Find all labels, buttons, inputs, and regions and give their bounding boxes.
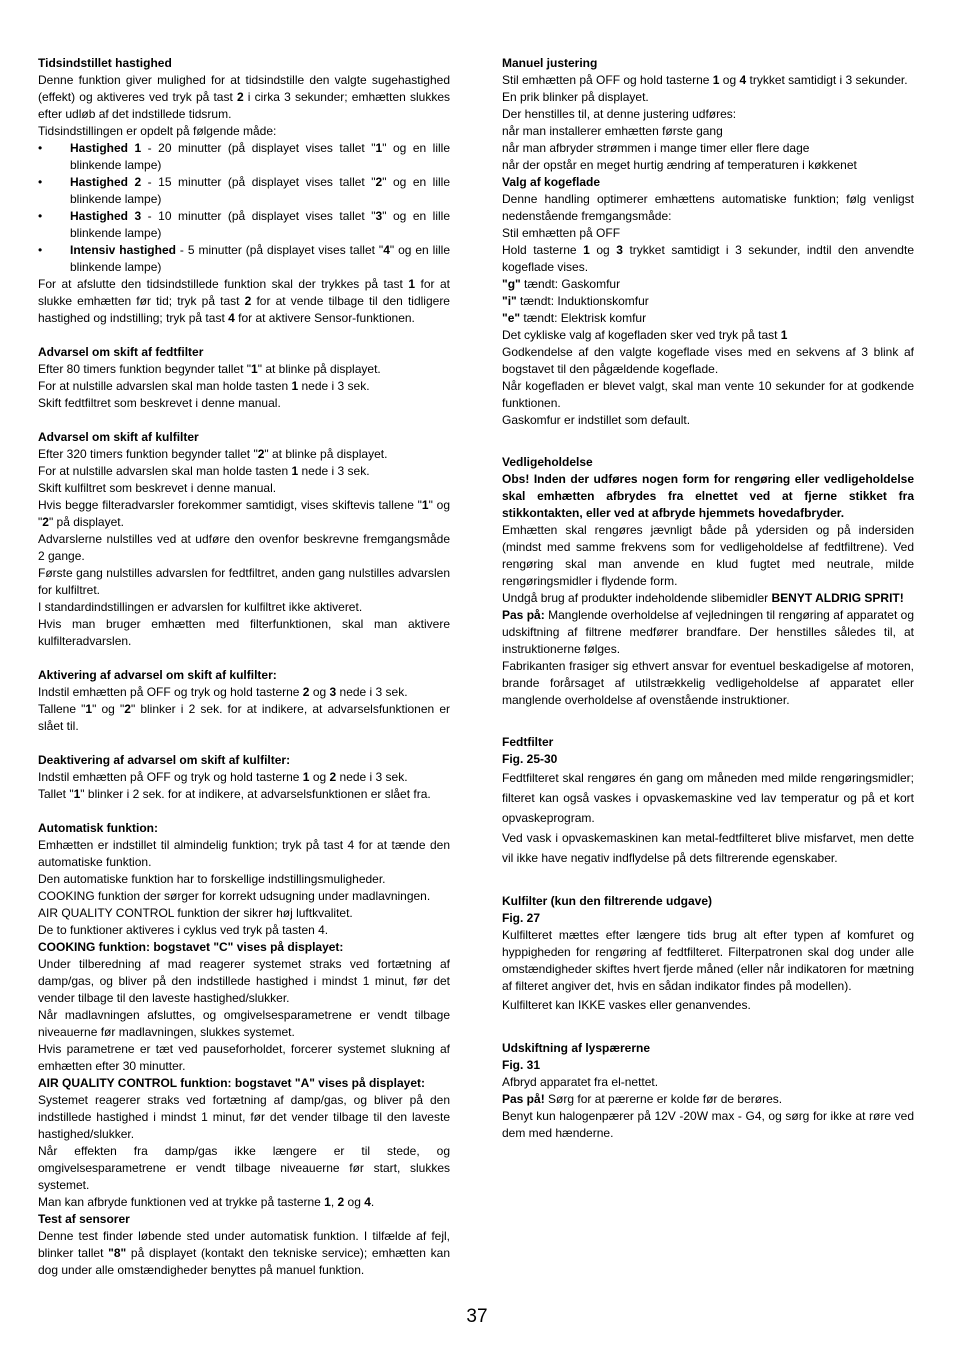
subheading: Valg af kogeflade [502,175,601,189]
section-heading: Deaktivering af advarsel om skift af kulfilter: [38,753,291,767]
paragraph: Stil emhætten på OFF [502,226,621,240]
section-heading: Aktivering af advarsel om skift af kulfilter: [38,668,277,682]
paragraph: Når kogefladen er blevet valgt, skal man vente 10 sekunder for at godkende funktionen. [502,379,914,410]
paragraph: For at afslutte den tidsindstillede funktion skal der trykkes på tast 1 for at slukke emhætten før tid; tryk på tast 2 for at vende tilbage til den tidligere hastighed og indstilling; tryk på tast 4 for at aktivere Sensor-funktionen. [38,277,451,325]
paragraph: Emhætten er indstillet til almindelig funktion; tryk på tast 4 for at tænde den automatiske funktion. [38,838,450,869]
paragraph: Første gang nulstilles advarslen for fedtfiltret, anden gang nulstilles advarslen for kulfiltret. [38,566,450,597]
paragraph: når der opstår en meget hurtig ændring af temperaturen i køkkenet [502,158,857,172]
section-heading: Fedtfilter [502,735,554,749]
section-heading: Tidsindstillet hastighed [38,56,172,70]
paragraph: Tidsindstillingen er opdelt på følgende måde: [38,124,277,138]
paragraph: når man afbryder strømmen i mange timer eller flere dage [502,141,810,155]
paragraph: Denne test finder løbende sted under automatisk funktion. I tilfælde af fejl, blinker tallet "8" på displayet (kontakt den tekniske service); emhætten kan dog under alle omstændigheder benyttes på manuel funktion. [38,1229,451,1277]
paragraph: Pas på! Sørg for at pærerne er kolde før de berøres. [502,1092,783,1106]
figure-reference: Fig. 25-30 [502,752,558,766]
paragraph: Tallene "1" og "2" blinker i 2 sek. for at indikere, at advarselsfunktionen er slået til. [38,702,450,733]
section-heading: Kulfilter (kun den filtrerende udgave) [502,894,713,908]
paragraph: Denne funktion giver mulighed for at tidsindstille den valgte sugehastighed (effekt) og aktiveres ved tryk på tast 2 i cirka 3 sekunder; emhætten slukkes efter udløb af det indstillede tidsrum. [38,73,450,121]
paragraph: Advarslerne nulstilles ved at udføre den ovenfor beskrevne fremgangsmåde 2 gange. [38,532,450,563]
page-number: 37 [466,1306,488,1327]
paragraph: Tallet "1" blinker i 2 sek. for at indikere, at advarselsfunktionen er slået fra. [38,787,431,801]
paragraph: Under tilberedning af mad reagerer systemet straks ved fortætning af damp/gas, og bliver på den indstillede hastighed i mindst 1 minut, før det vender tilbage til den laveste hastighed/slukker. [38,957,450,1005]
right-column [502,55,914,1142]
paragraph: I standardindstillingen er advarslen for kulfiltret ikke aktiveret. [38,600,363,614]
paragraph: Ved vask i opvaskemaskinen kan metal-fedtfilteret blive misfarvet, men dette vil ikke have negativ indflydelse på dets filtrerende egenskaber. [502,831,914,865]
paragraph: Fedtfilteret skal rengøres én gang om måneden med milde rengøringsmidler; filteret kan også vaskes i opvaskemaskine ved lav temperatur og på et kort opvaskeprogram. [502,771,914,825]
paragraph: Benyt kun halogenpærer på 12V -20W max - G4, og sørg for ikke at røre ved dem med hænderne. [502,1109,914,1140]
paragraph: Skift fedtfiltret som beskrevet i denne manual. [38,396,281,410]
paragraph: Emhætten skal rengøres jævnligt både på ydersiden og på indersiden (mindst med samme frekvens som for vedligeholdelse af fedtfiltrene). Ved rengøring skal man anvende en klud fugtet med neutrale, milde rengøringsmidler i flydende form. [502,523,914,588]
paragraph: Efter 320 timers funktion begynder tallet "2" at blinke på displayet. [38,447,388,461]
left-column [38,55,450,1279]
paragraph: For at nulstille advarslen skal man holde tasten 1 nede i 3 sek. [38,379,370,393]
paragraph: Skift kulfiltret som beskrevet i denne manual. [38,481,277,495]
paragraph: Hvis man bruger emhætten med filterfunktionen, skal man aktivere kulfilteradvarslen. [38,617,450,648]
paragraph: Godkendelse af den valgte kogeflade vises med en sekvens af 3 blink af bogstavet til den pågældende kogeflade. [502,345,914,376]
list-item: • Hastighed 2 - 15 minutter (på displayet vises tallet "2" og en lille blinkende lampe) [38,174,450,208]
paragraph: Når effekten fra damp/gas ikke længere er til stede, og omgivelsesparametrene er vendt tilbage niveauerne før start, slukkes systemet. [38,1144,450,1192]
paragraph: Når madlavningen afsluttes, og omgivelsesparametrene er vendt tilbage niveauerne før madlavningen, slukkes systemet. [38,1008,450,1039]
paragraph: Efter 80 timers funktion begynder tallet "1" at blinke på displayet. [38,362,381,376]
section-heading: Automatisk funktion: [38,821,158,835]
subheading: AIR QUALITY CONTROL funktion: bogstavet "A" vises på displayet: [38,1076,425,1090]
paragraph: Gaskomfur er indstillet som default. [502,413,691,427]
paragraph: Stil emhætten på OFF og hold tasterne 1 og 4 trykket samtidigt i 3 sekunder. [502,73,908,87]
paragraph: For at nulstille advarslen skal man holde tasten 1 nede i 3 sek. [38,464,370,478]
paragraph: Pas på: Manglende overholdelse af vejledningen til rengøring af apparatet og udskiftning af filtrene medfører brandfare. Der henstilles således til, at instruktionerne følges. [502,608,914,656]
section-heading: Manuel justering [502,56,598,70]
speed-list [38,140,450,276]
paragraph: Hold tasterne 1 og 3 trykket samtidigt i 3 sekunder, indtil den anvendte kogeflade vises. [502,243,914,274]
paragraph: "g" tændt: Gaskomfur [502,277,621,291]
paragraph: Indstil emhætten på OFF og tryk og hold tasterne 2 og 3 nede i 3 sek. [38,685,408,699]
paragraph: Der henstilles til, at denne justering udføres: [502,107,737,121]
section-heading: Udskiftning af lyspærerne [502,1041,651,1055]
paragraph: Kulfilteret kan IKKE vaskes eller genanvendes. [502,998,751,1012]
paragraph: Den automatiske funktion har to forskellige indstillingsmuligheder. [38,872,386,886]
paragraph: Hvis parametrene er tæt ved pauseforholdet, forcerer systemet slukning af emhætten efter 30 minutter. [38,1042,450,1073]
paragraph: AIR QUALITY CONTROL funktion der sikrer høj luftkvalitet. [38,906,353,920]
paragraph: "i" tændt: Induktionskomfur [502,294,649,308]
figure-reference: Fig. 31 [502,1058,541,1072]
paragraph: Man kan afbryde funktionen ved at trykke på tasterne 1, 2 og 4. [38,1195,375,1209]
warning-paragraph: Obs! Inden der udføres nogen form for rengøring eller vedligeholdelse skal emhætten afbrydes fra elnettet ved at fjerne stikket fra stikkontakten, eller ved at afbryde hjemmets hovedafbryder. [502,472,914,520]
paragraph: Undgå brug af produkter indeholdende slibemidler BENYT ALDRIG SPRIT! [502,591,904,605]
paragraph: Systemet reagerer straks ved fortætning af damp/gas, og bliver på den indstillede hastighed i mindst 1 minut, før det vender tilbage til den laveste hastighed/slukker. [38,1093,450,1141]
paragraph: COOKING funktion der sørger for korrekt udsugning under madlavningen. [38,889,431,903]
section-heading: Vedligeholdelse [502,455,593,469]
list-item: • Hastighed 1 - 20 minutter (på displayet vises tallet "1" og en lille blinkende lampe) [38,140,450,174]
list-item: • Intensiv hastighed - 5 minutter (på displayet vises tallet "4" og en lille blinkende lampe) [38,242,450,276]
paragraph: når man installerer emhætten første gang [502,124,723,138]
paragraph: Kulfilteret mættes efter længere tids brug alt efter typen af komfuret og hyppigheden for rengøring af fedtfilteret. Filterpatronen skal dog under alle omstændigheder skiftes hvert fjerde måned (eller når indikatoren for mætning af filteret angiver det, hvis en sådan indikator findes på modellen). [502,928,914,993]
paragraph: Fabrikanten frasiger sig ethvert ansvar for eventuel beskadigelse af motoren, brande forårsaget af utilstrækkelig vedligeholdelse af apparatet eller manglende overholdelse af ovenstående instruktioner. [502,659,914,707]
paragraph: Indstil emhætten på OFF og tryk og hold tasterne 1 og 2 nede i 3 sek. [38,770,408,784]
paragraph: "e" tændt: Elektrisk komfur [502,311,647,325]
paragraph: Det cykliske valg af kogefladen sker ved tryk på tast 1 [502,328,788,342]
subheading: Test af sensorer [38,1212,130,1226]
subheading: COOKING funktion: bogstavet "C" vises på displayet: [38,940,344,954]
section-heading: Advarsel om skift af fedtfilter [38,345,204,359]
section-heading: Advarsel om skift af kulfilter [38,430,199,444]
list-item: • Hastighed 3 - 10 minutter (på displayet vises tallet "3" og en lille blinkende lampe) [38,208,450,242]
paragraph: Denne handling optimerer emhættens automatiske funktion; følg venligst nedenstående fremgangsmåde: [502,192,914,223]
paragraph: De to funktioner aktiveres i cyklus ved tryk på tasten 4. [38,923,329,937]
paragraph: Afbryd apparatet fra el-nettet. [502,1075,659,1089]
paragraph: Hvis begge filteradvarsler forekommer samtidigt, vises skiftevis tallene "1" og "2" på displayet. [38,498,450,529]
paragraph: En prik blinker på displayet. [502,90,649,104]
figure-reference: Fig. 27 [502,911,541,925]
